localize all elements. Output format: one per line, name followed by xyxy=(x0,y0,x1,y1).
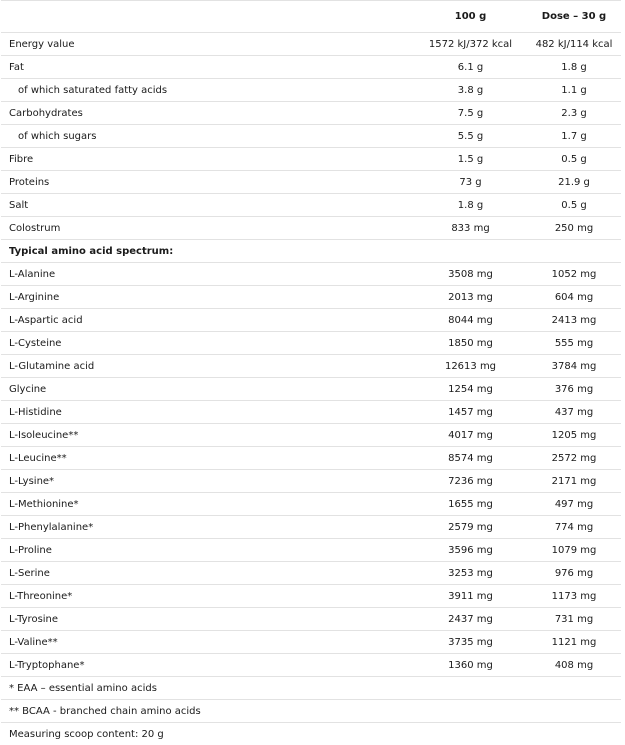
table-row xyxy=(1,56,621,79)
value-per-dose: 2171 mg xyxy=(551,475,597,487)
value-per-100g: 4017 mg xyxy=(448,429,493,441)
row-label: L-Leucine** xyxy=(9,452,67,464)
value-per-100g: 3735 mg xyxy=(448,636,493,648)
value-per-100g: 3253 mg xyxy=(448,567,493,579)
amino-rows xyxy=(1,263,621,677)
value-per-dose: 2572 mg xyxy=(551,452,597,464)
value-per-100g: 3911 mg xyxy=(448,590,493,602)
table-row xyxy=(1,539,621,562)
value-per-100g: 2437 mg xyxy=(448,613,493,625)
row-label: L-Threonine* xyxy=(9,590,73,602)
table-row xyxy=(1,516,621,539)
value-per-100g: 8044 mg xyxy=(448,314,493,326)
amino-heading-row xyxy=(1,240,621,263)
table-row xyxy=(1,309,621,332)
value-per-dose: 1.7 g xyxy=(561,130,587,142)
value-per-100g: 1.5 g xyxy=(457,153,484,165)
value-per-dose: 1079 mg xyxy=(551,544,597,556)
amino-heading: Typical amino acid spectrum: xyxy=(9,245,174,257)
row-label: L-Tryptophane* xyxy=(9,659,85,671)
value-per-100g: 1572 kJ/372 kcal xyxy=(428,38,513,50)
value-per-dose: 376 mg xyxy=(554,383,594,395)
value-per-dose: 555 mg xyxy=(554,337,594,349)
row-label: L-Valine** xyxy=(9,636,58,648)
row-label: L-Phenylalanine* xyxy=(9,521,94,533)
table-row xyxy=(1,33,621,56)
row-label: of which saturated fatty acids xyxy=(18,84,168,96)
value-per-100g: 1360 mg xyxy=(448,659,493,671)
table-row xyxy=(1,355,621,378)
value-per-100g: 1254 mg xyxy=(448,383,493,395)
value-per-dose: 774 mg xyxy=(554,521,594,533)
value-per-dose: 408 mg xyxy=(554,659,594,671)
table-row xyxy=(1,286,621,309)
value-per-dose: 437 mg xyxy=(554,406,594,418)
scoop-content-note: Measuring scoop content: 20 g xyxy=(9,728,164,740)
table-row xyxy=(1,194,621,217)
nutrition-rows xyxy=(1,33,621,240)
table-row xyxy=(1,378,621,401)
value-per-dose: 731 mg xyxy=(554,613,594,625)
value-per-100g: 833 mg xyxy=(451,222,490,234)
table-row xyxy=(1,79,621,102)
row-label: Salt xyxy=(9,199,29,211)
value-per-dose: 482 kJ/114 kcal xyxy=(535,38,613,50)
value-per-100g: 7.5 g xyxy=(457,107,484,119)
row-label: L-Histidine xyxy=(9,406,62,418)
table-row xyxy=(1,470,621,493)
row-label: L-Tyrosine xyxy=(9,613,59,625)
table-row xyxy=(1,332,621,355)
row-label: Colostrum xyxy=(9,222,61,234)
table-row xyxy=(1,585,621,608)
value-per-100g: 1655 mg xyxy=(448,498,493,510)
table-row xyxy=(1,171,621,194)
row-label: L-Cysteine xyxy=(9,337,62,349)
value-per-100g: 3596 mg xyxy=(448,544,493,556)
value-per-dose: 976 mg xyxy=(554,567,594,579)
value-per-100g: 2579 mg xyxy=(448,521,493,533)
value-per-dose: 3784 mg xyxy=(551,360,597,372)
row-label: L-Aspartic acid xyxy=(9,314,83,326)
row-label: L-Glutamine acid xyxy=(9,360,95,372)
nutrition-table xyxy=(1,0,621,745)
value-per-dose: 1121 mg xyxy=(551,636,597,648)
table-row xyxy=(1,401,621,424)
row-label: L-Alanine xyxy=(9,268,56,280)
table-row xyxy=(1,447,621,470)
table-row xyxy=(1,562,621,585)
table-row xyxy=(1,102,621,125)
row-label: L-Serine xyxy=(9,567,50,579)
row-label: Glycine xyxy=(9,383,47,395)
value-per-100g: 1457 mg xyxy=(448,406,493,418)
value-per-dose: 1.8 g xyxy=(561,61,587,73)
value-per-100g: 3.8 g xyxy=(457,84,484,96)
value-per-100g: 2013 mg xyxy=(448,291,493,303)
value-per-dose: 0.5 g xyxy=(561,199,587,211)
row-label: L-Arginine xyxy=(9,291,60,303)
table-row xyxy=(1,263,621,286)
table-header-row xyxy=(1,0,621,33)
row-label: Fat xyxy=(9,61,24,73)
table-row xyxy=(1,148,621,171)
row-label: Carbohydrates xyxy=(9,107,83,119)
value-per-100g: 12613 mg xyxy=(444,360,497,372)
value-per-100g: 6.1 g xyxy=(457,61,484,73)
value-per-dose: 1173 mg xyxy=(551,590,597,602)
header-dose: Dose – 30 g xyxy=(541,11,607,22)
row-label: Energy value xyxy=(9,38,75,50)
value-per-100g: 73 g xyxy=(459,176,482,188)
row-label: L-Proline xyxy=(9,544,52,556)
value-per-100g: 7236 mg xyxy=(448,475,493,487)
value-per-dose: 1.1 g xyxy=(561,84,587,96)
value-per-dose: 1052 mg xyxy=(551,268,597,280)
table-row xyxy=(1,493,621,516)
footnote-bcaa: ** BCAA - branched chain amino acids xyxy=(1,700,621,723)
value-per-100g: 3508 mg xyxy=(448,268,493,280)
footnote-eaa: * EAA – essential amino acids xyxy=(1,677,621,700)
value-per-dose: 604 mg xyxy=(554,291,594,303)
value-per-dose: 1205 mg xyxy=(551,429,597,441)
value-per-100g: 8574 mg xyxy=(448,452,493,464)
value-per-dose: 497 mg xyxy=(554,498,594,510)
row-label: Fibre xyxy=(9,153,34,165)
row-label: L-Lysine* xyxy=(9,475,55,487)
table-row xyxy=(1,424,621,447)
value-per-100g: 1.8 g xyxy=(457,199,484,211)
value-per-dose: 250 mg xyxy=(554,222,594,234)
header-100g: 100 g xyxy=(454,11,487,22)
value-per-100g: 5.5 g xyxy=(457,130,484,142)
value-per-100g: 1850 mg xyxy=(448,337,493,349)
value-per-dose: 0.5 g xyxy=(561,153,587,165)
value-per-dose: 2413 mg xyxy=(551,314,597,326)
row-label: Proteins xyxy=(9,176,50,188)
table-row xyxy=(1,631,621,654)
value-per-dose: 21.9 g xyxy=(558,176,590,188)
table-row xyxy=(1,217,621,240)
row-label: of which sugars xyxy=(18,130,97,142)
table-row xyxy=(1,608,621,631)
row-label: L-Isoleucine** xyxy=(9,429,79,441)
table-row xyxy=(1,654,621,677)
table-row xyxy=(1,125,621,148)
row-label: L-Methionine* xyxy=(9,498,79,510)
value-per-dose: 2.3 g xyxy=(561,107,587,119)
